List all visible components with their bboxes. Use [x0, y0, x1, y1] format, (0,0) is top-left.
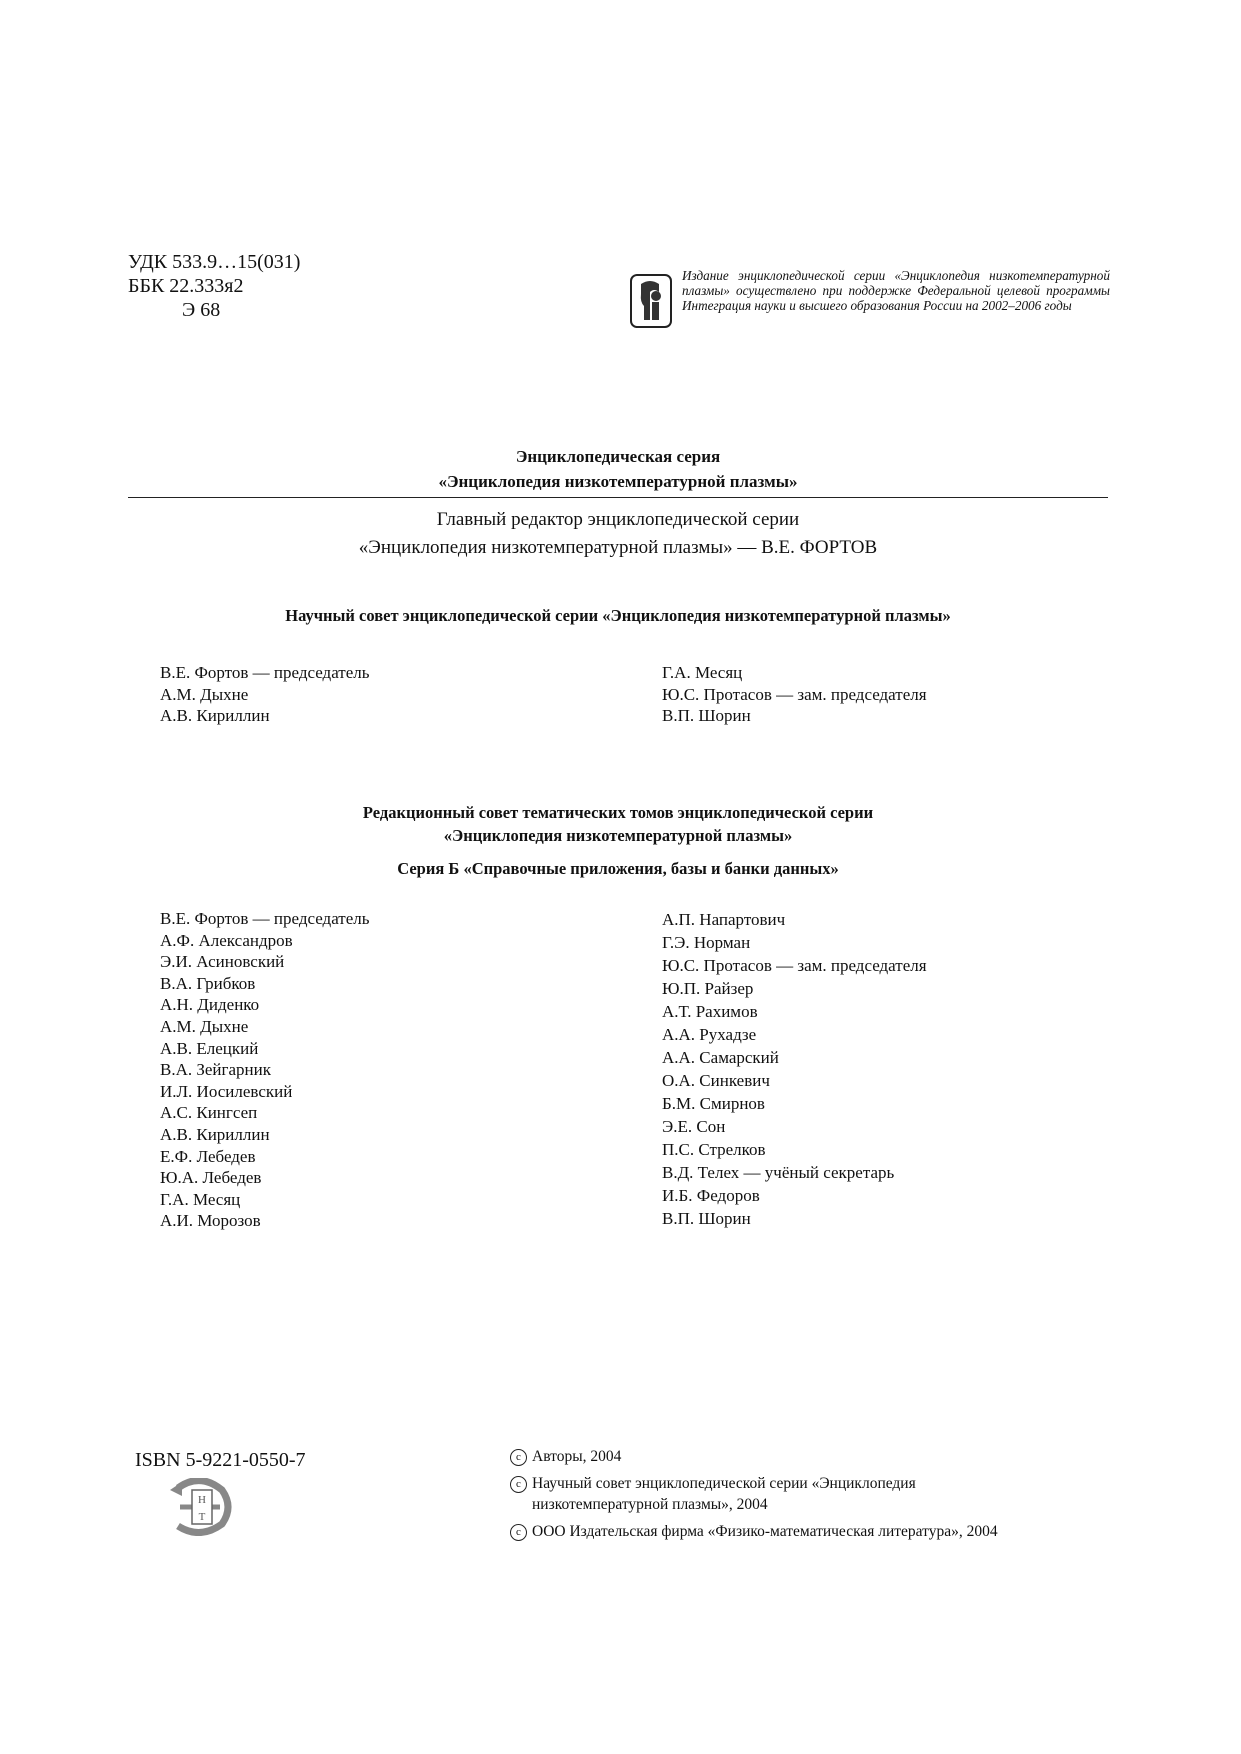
- series-title: [128, 444, 1108, 494]
- member: В.Е. Фортов — председатель: [160, 663, 370, 682]
- member: Г.А. Месяц: [662, 663, 743, 682]
- member: Ю.С. Протасов — зам. председателя: [662, 956, 927, 975]
- member: А.И. Морозов: [160, 1211, 261, 1231]
- member: В.А. Грибков: [160, 973, 256, 993]
- funding-notice-text: Издание энциклопедической серии «Энциклопедия низкотемпературной плазмы» осуществлено при поддержке Федеральной целевой программы Интеграция науки и высшего образования России на 2002–2006 годы: [682, 268, 1110, 313]
- member: Ю.А. Лебедев: [160, 1168, 262, 1188]
- member: А.В. Елецкий: [160, 1038, 259, 1058]
- series-line-2: «Энциклопедия низкотемпературной плазмы»: [438, 472, 798, 491]
- scientific-council-title: Научный совет энциклопедической серии «Энциклопедия низкотемпературной плазмы»: [285, 606, 951, 625]
- member: Ю.С. Протасов — зам. председателя: [662, 684, 927, 704]
- member: О.А. Синкевич: [662, 1071, 770, 1090]
- member: А.В. Кириллин: [160, 1124, 270, 1144]
- isbn: ISBN 5-9221-0550-7: [135, 1449, 306, 1471]
- member: Э.Е. Сон: [662, 1117, 726, 1136]
- member: А.С. Кингсеп: [160, 1103, 258, 1123]
- member: Г.А. Месяц: [160, 1189, 241, 1209]
- member: А.В. Кириллин: [160, 706, 270, 726]
- publisher-logo: [168, 1478, 234, 1541]
- member: А.М. Дыхне: [160, 1016, 249, 1036]
- member: В.П. Шорин: [662, 1209, 751, 1228]
- member: Э.И. Асиновский: [160, 952, 285, 972]
- member: И.Б. Федоров: [662, 1186, 760, 1205]
- member: В.Е. Фортов — председатель: [160, 909, 370, 928]
- copyright-text: Авторы, 2004: [532, 1448, 622, 1465]
- editorial-council-left: [160, 908, 370, 1232]
- bbk-code: ББК 22.333я2: [128, 275, 244, 297]
- copyright-icon: c: [510, 1524, 527, 1541]
- member: А.А. Самарский: [662, 1048, 779, 1067]
- member: А.А. Рухадзе: [662, 1025, 757, 1044]
- divider: [128, 497, 1108, 498]
- editorial-council-title: [128, 801, 1108, 847]
- copyright-icon: c: [510, 1476, 527, 1493]
- member: Б.М. Смирнов: [662, 1094, 765, 1113]
- funding-notice: [630, 268, 1110, 332]
- member: В.П. Шорин: [662, 706, 751, 726]
- member: А.М. Дыхне: [160, 684, 249, 704]
- copyright-text: Научный совет энциклопедической серии «Энциклопедия: [532, 1475, 916, 1492]
- member: А.П. Напартович: [662, 910, 786, 929]
- copyright-icon: c: [510, 1449, 527, 1466]
- member: В.Д. Телех — учёный секретарь: [662, 1163, 895, 1182]
- editorial-title-line-1: Редакционный совет тематических томов энциклопедической серии: [362, 803, 874, 822]
- series-b-subtitle: Серия Б «Справочные приложения, базы и банки данных»: [397, 859, 839, 878]
- member: А.Н. Диденко: [160, 995, 260, 1015]
- chief-editor-line-2: «Энциклопедия низкотемпературной плазмы» — В.Е. ФОРТОВ: [358, 537, 878, 558]
- member: И.Л. Иосилевский: [160, 1081, 293, 1101]
- svg-text:Н: Н: [198, 1494, 206, 1506]
- member: В.А. Зейгарник: [160, 1060, 271, 1080]
- member: А.Т. Рахимов: [662, 1002, 758, 1021]
- member: Е.Ф. Лебедев: [160, 1146, 256, 1166]
- copyright-item: [510, 1446, 998, 1467]
- classification-codes: [128, 250, 300, 322]
- scientific-council-right: [662, 662, 927, 727]
- member: А.Ф. Александров: [160, 930, 293, 950]
- member: Г.Э. Норман: [662, 933, 751, 952]
- series-line-1: Энциклопедическая серия: [515, 447, 721, 466]
- editorial-council-right: [662, 908, 927, 1230]
- copyright-text-cont: низкотемпературной плазмы», 2004: [532, 1496, 768, 1513]
- copyright-text: ООО Издательская фирма «Физико-математическая литература», 2004: [532, 1523, 998, 1540]
- copyright-item: [510, 1473, 998, 1515]
- member: П.С. Стрелков: [662, 1140, 766, 1159]
- copyrights: [510, 1446, 998, 1548]
- author-code: Э 68: [182, 299, 221, 321]
- chief-editor: [128, 506, 1108, 562]
- svg-text:Т: Т: [198, 1511, 206, 1523]
- udk-code: УДК 533.9…15(031): [128, 251, 301, 273]
- chief-editor-line-1: Главный редактор энциклопедической серии: [436, 509, 800, 530]
- scientific-council-left: [160, 662, 370, 727]
- member: Ю.П. Райзер: [662, 979, 754, 998]
- info-book-icon: [630, 274, 672, 328]
- editorial-title-line-2: «Энциклопедия низкотемпературной плазмы»: [443, 826, 793, 845]
- copyright-item: [510, 1521, 998, 1542]
